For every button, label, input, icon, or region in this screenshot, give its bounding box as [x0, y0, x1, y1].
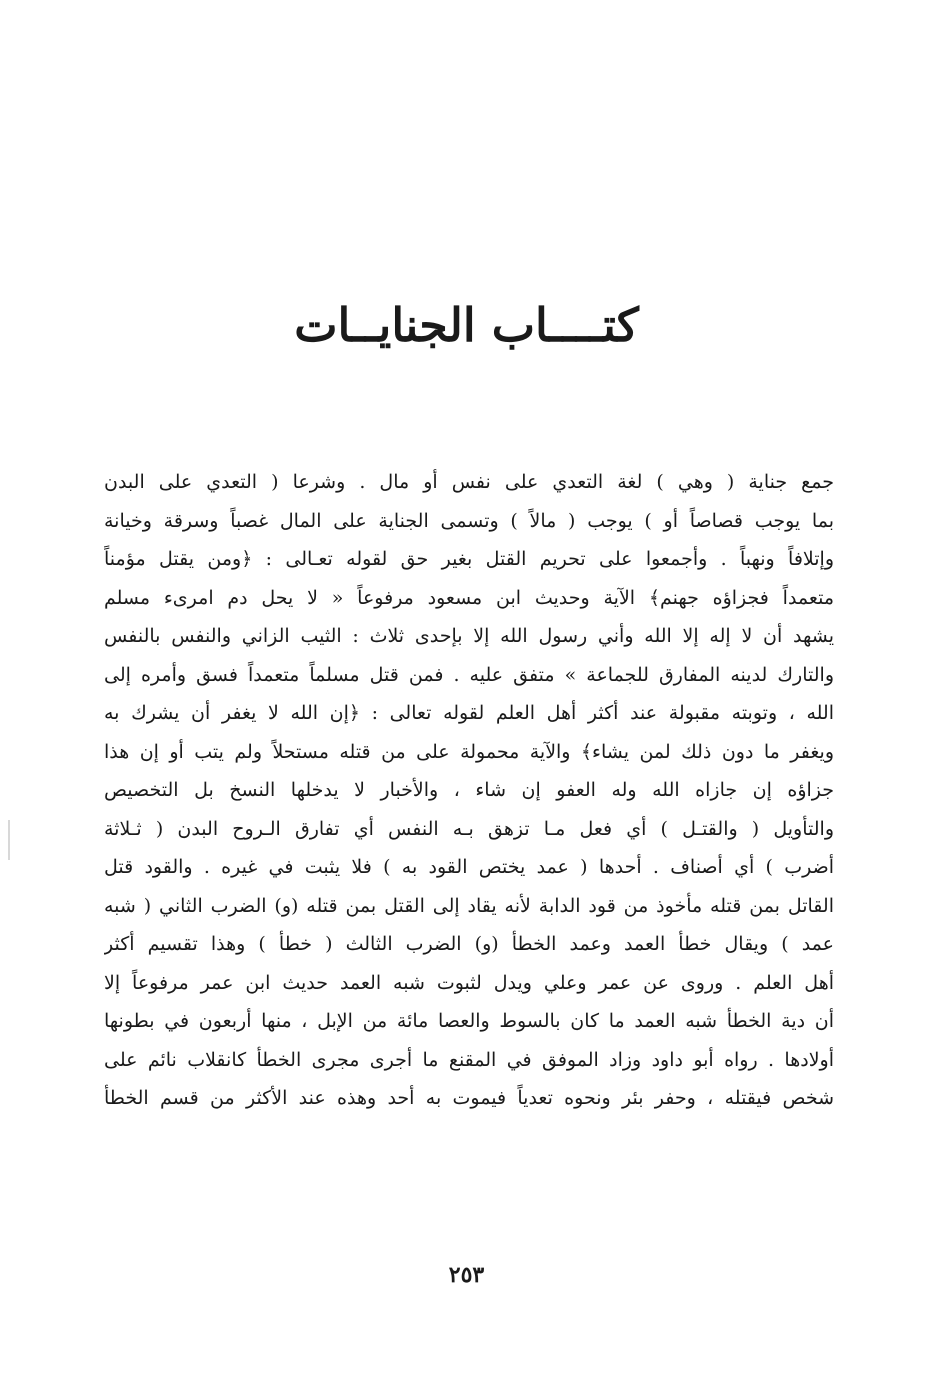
page-number: ٢٥٣: [448, 1262, 485, 1288]
text-line: متعمداً فجزاؤه جهنم﴾ الآية وحديث ابن مسعود مرفوعاً « لا يحل دم امرىء مسلم: [104, 586, 834, 609]
text-line: ويغفر ما دون ذلك لمن يشاء﴾ والآية محمولة على من قتله مستحلاً ولم يتب أو إن هذا: [104, 740, 834, 763]
text-line: أن دية الخطأ شبه العمد ما كان بالسوط والعصا مائة من الإبل ، منها أربعون في بطونها: [104, 1010, 834, 1032]
text-line: شخص فيقتله ، وحفر بئر ونحوه تعدياً فيموت به أحد وهذه عند الأكثر من قسم الخطأ: [104, 1087, 834, 1109]
text-line: أضرب ) أي أصناف . أحدها ( عمد يختص القود به ) فلا يثبت في غيره . والقود قتل: [104, 856, 834, 878]
text-line: جمع جناية ( وهي ) لغة التعدي على نفس أو مال . وشرعا ( التعدي على البدن: [104, 471, 834, 493]
body-text: [104, 463, 834, 1118]
text-line: بما يوجب قصاصاً أو ) يوجب ( مالاً ) وتسمى الجناية على المال غصباً وسرقة وخيانة: [104, 509, 834, 532]
text-line: وإتلافاً ونهباً . وأجمعوا على تحريم القتل بغير حق لقوله تعـالى : ﴿ومن يقتل مؤمناً: [104, 548, 834, 570]
text-line: الله ، وتوبته مقبولة عند أكثر أهل العلم لقوله تعالى : ﴿إن الله لا يغفر أن يشرك به: [104, 702, 834, 724]
text-line: جزاؤه إن جازاه الله وله العفو إن شاء ، والأخبار لا يدخلها النسخ بل التخصيص: [104, 779, 834, 801]
text-line: عمد ) ويقال خطأ العمد وعمد الخطأ (و) الضرب الثالث ( خطأ ) وهذا تقسيم أكثر: [104, 933, 834, 955]
text-line: يشهد أن لا إله إلا الله وأني رسول الله إلا بإحدى ثلاث : الثيب الزاني والنفس بالنفس: [104, 625, 834, 647]
text-line: والتارك لدينه المفارق للجماعة » متفق عليه . فمن قتل مسلماً متعمداً فسق وأمره إلى: [104, 663, 834, 686]
text-line: القاتل بمن قتله مأخوذ من قود الدابة لأنه يقاد إلى القتل بمن قتله (و) الضرب الثاني ( شبه: [104, 894, 834, 917]
chapter-title: كتــــاب الجنايــات: [294, 298, 639, 352]
text-line: أولادها . رواه أبو داود وزاد الموفق في المقنع ما أجرى مجرى الخطأ كانقلاب نائم على: [104, 1048, 834, 1071]
scan-edge-mark: [8, 820, 10, 860]
text-line: والتأويل ( والقتـل ) أي فعل مـا تزهق بـه النفس أي تفارق الـروح البدن ( ثـلاثة: [104, 817, 834, 840]
text-line: أهل العلم . وروى عن عمر وعلي ويدل لثبوت شبه العمد حديث ابن عمر مرفوعاً إلا: [104, 971, 834, 994]
